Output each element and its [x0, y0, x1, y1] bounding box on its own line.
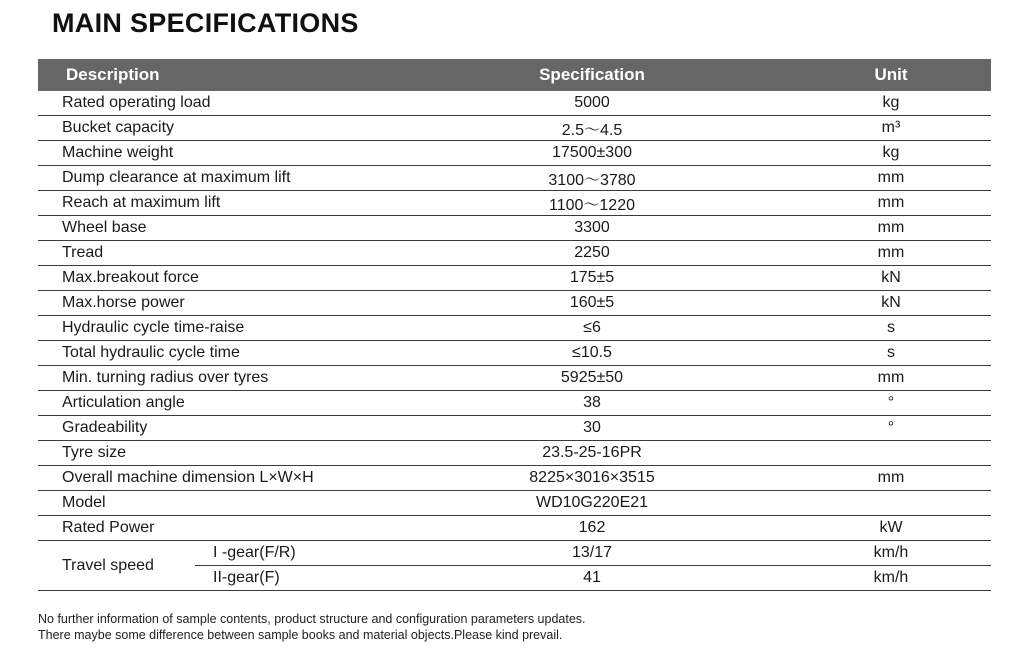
- row-unit: mm: [877, 219, 905, 236]
- row-specification: 38: [583, 394, 601, 411]
- table-row: [38, 91, 991, 116]
- table-row: [38, 166, 991, 191]
- row-specification: 3300: [574, 219, 610, 236]
- table-row: [38, 266, 991, 291]
- table-row: [38, 366, 991, 391]
- row-description: Bucket capacity: [62, 119, 175, 136]
- table-body: [38, 91, 991, 541]
- row-description: Hydraulic cycle time-raise: [62, 319, 245, 336]
- row-specification: ≤6: [583, 319, 601, 336]
- row-description: Articulation angle: [62, 394, 185, 411]
- table-row: [38, 141, 991, 166]
- row-description: Tyre size: [62, 444, 127, 461]
- table-row: [38, 216, 991, 241]
- row-description: Wheel base: [62, 219, 147, 236]
- row-unit: kN: [881, 269, 901, 286]
- table-header: [38, 59, 991, 91]
- table-row-travel-speed: [38, 541, 991, 591]
- row-description: Dump clearance at maximum lift: [62, 169, 291, 186]
- table-row: [38, 491, 991, 516]
- table-row: [38, 191, 991, 216]
- travel-speed-gears: [195, 541, 991, 590]
- gear-specification: 41: [583, 568, 601, 586]
- row-description: Reach at maximum lift: [62, 194, 221, 211]
- row-specification: 5000: [574, 94, 610, 111]
- gear-unit: km/h: [873, 543, 909, 561]
- row-unit: mm: [877, 244, 905, 261]
- row-specification: 3100～3780: [548, 171, 636, 189]
- row-description: Overall machine dimension L×W×H: [62, 469, 314, 486]
- footnote: There maybe some difference between sample books and material objects.Please kind prevail.: [38, 628, 563, 642]
- row-description: Tread: [62, 244, 104, 261]
- row-description: Gradeability: [62, 419, 148, 436]
- gear-row: [195, 566, 991, 590]
- row-specification: 17500±300: [552, 144, 632, 161]
- row-description: Rated Power: [62, 519, 155, 536]
- row-unit: kg: [882, 144, 900, 161]
- row-description: Model: [62, 494, 106, 511]
- table-row: [38, 416, 991, 441]
- table-row: [38, 441, 991, 466]
- row-description: Machine weight: [62, 144, 174, 161]
- row-description: Max.horse power: [62, 294, 185, 311]
- row-unit: mm: [877, 169, 905, 186]
- row-unit: °: [887, 394, 895, 411]
- row-specification: 8225×3016×3515: [529, 469, 655, 486]
- travel-speed-label: Travel speed: [62, 556, 154, 574]
- table-row: [38, 316, 991, 341]
- row-unit: s: [887, 344, 895, 361]
- footnotes: [38, 611, 586, 643]
- spec-table: [38, 59, 991, 591]
- row-specification: 1100～1220: [548, 196, 635, 214]
- row-unit: m³: [881, 119, 901, 136]
- row-description: Rated operating load: [62, 94, 211, 111]
- table-row: [38, 516, 991, 541]
- row-specification: 162: [578, 519, 606, 536]
- table-row: [38, 466, 991, 491]
- row-description: Max.breakout force: [62, 269, 199, 286]
- row-specification: 23.5-25-16PR: [542, 444, 642, 461]
- row-specification: 30: [583, 419, 601, 436]
- gear-name: II-gear(F): [213, 568, 280, 586]
- row-unit: kN: [881, 294, 901, 311]
- gear-unit: km/h: [873, 568, 909, 586]
- row-specification: WD10G220E21: [535, 494, 649, 511]
- row-unit: kg: [882, 94, 900, 111]
- row-specification: 2250: [574, 244, 610, 261]
- row-unit: mm: [877, 369, 905, 386]
- page-title: MAIN SPECIFICATIONS: [52, 8, 359, 38]
- row-specification: ≤10.5: [572, 344, 612, 361]
- header-description: Description: [66, 65, 160, 84]
- row-specification: 2.5～4.5: [561, 121, 623, 139]
- gear-specification: 13/17: [571, 543, 613, 561]
- gear-name: I -gear(F/R): [213, 543, 296, 561]
- table-row: [38, 116, 991, 141]
- row-unit: kW: [879, 519, 903, 536]
- row-unit: s: [887, 319, 895, 336]
- gear-row: [195, 541, 991, 566]
- table-row: [38, 291, 991, 316]
- row-description: Total hydraulic cycle time: [62, 344, 240, 361]
- row-unit: mm: [877, 469, 905, 486]
- row-specification: 160±5: [569, 294, 615, 311]
- header-unit: Unit: [874, 65, 908, 84]
- row-description: Min. turning radius over tyres: [62, 369, 269, 386]
- row-specification: 5925±50: [560, 369, 624, 386]
- table-row: [38, 391, 991, 416]
- row-unit: °: [887, 419, 895, 436]
- header-specification: Specification: [539, 65, 645, 84]
- footnote: No further information of sample contents, product structure and configuration parameters updates.: [38, 612, 586, 626]
- row-unit: mm: [877, 194, 905, 211]
- row-specification: 175±5: [569, 269, 615, 286]
- table-row: [38, 341, 991, 366]
- table-row: [38, 241, 991, 266]
